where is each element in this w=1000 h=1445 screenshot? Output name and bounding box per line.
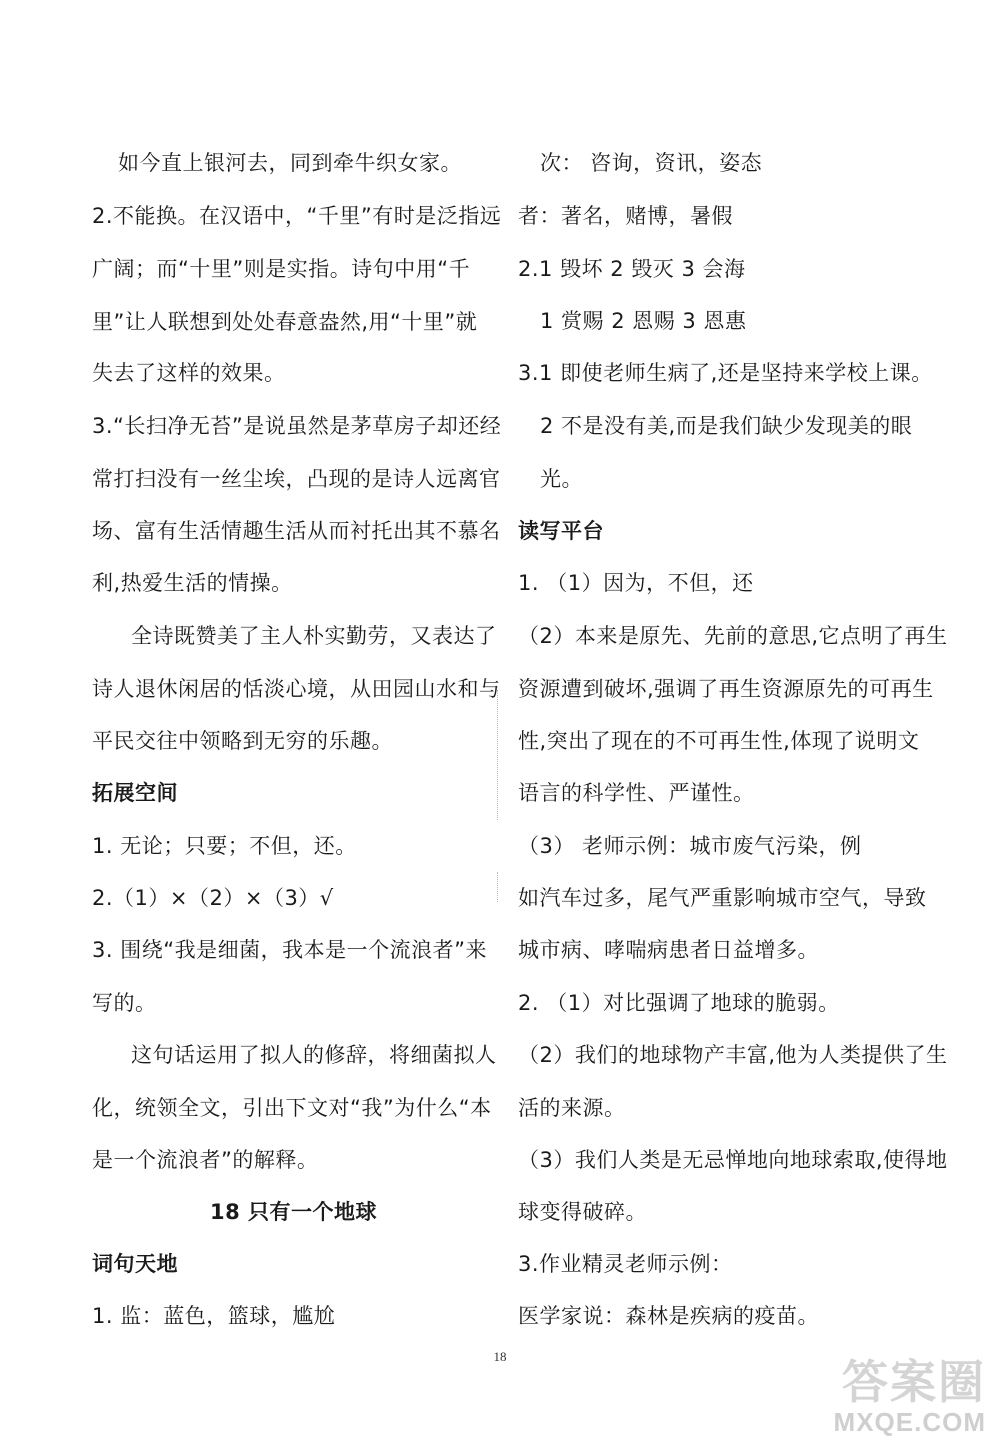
left-line-5: 失去了这样的效果。 [92, 361, 286, 385]
right-line-17: 2. （1）对比强调了地球的脆弱。 [518, 991, 840, 1015]
left-line-7: 常打扫没有一丝尘埃，凸现的是诗人远离官 [92, 467, 501, 491]
watermark [816, 1356, 986, 1438]
right-line-14: （3） 老师示例：城市废气污染，例 [518, 834, 862, 858]
column-divider-fragment [497, 872, 498, 902]
left-line-4: 里”让人联想到处处春意盎然,用“十里”就 [92, 310, 478, 334]
left-line-20: 是一个流浪者”的解释。 [92, 1148, 319, 1172]
left-line-14: 1. 无论；只要；不但，还。 [92, 834, 357, 858]
right-line-3: 2.1 毁坏 2 毁灭 3 会海 [518, 257, 746, 281]
left-line-1: 如今直上银河去，同到牵牛织女家。 [118, 151, 462, 175]
section-heading-duxie: 读写平台 [518, 519, 604, 543]
lesson-title: 18 只有一个地球 [210, 1200, 378, 1224]
right-line-22: 3.作业精灵老师示例： [518, 1252, 733, 1276]
right-line-21: 球变得破碎。 [518, 1200, 647, 1224]
right-line-11: 资源遭到破坏,强调了再生资源原先的可再生 [518, 677, 934, 701]
right-line-6: 2 不是没有美,而是我们缺少发现美的眼 [540, 414, 913, 438]
left-line-9: 利,热爱生活的情操。 [92, 571, 293, 595]
right-line-23: 医学家说：森林是疾病的疫苗。 [518, 1304, 819, 1328]
left-line-15: 2.（1）×（2）×（3）√ [92, 886, 334, 910]
right-line-4: 1 赏赐 2 恩赐 3 恩惠 [540, 309, 747, 333]
right-line-2: 者：著名，赌博，暑假 [518, 204, 733, 228]
left-line-18: 这句话运用了拟人的修辞，将细菌拟人 [131, 1043, 497, 1067]
right-line-18: （2）我们的地球物产丰富,他为人类提供了生 [518, 1043, 948, 1067]
section-heading-tuozhan: 拓展空间 [92, 781, 178, 805]
left-line-19: 化，统领全文，引出下文对“我”为什么“本 [92, 1096, 492, 1120]
page-number: 18 [493, 1349, 507, 1364]
left-line-11: 诗人退休闲居的恬淡心境，从田园山水和与 [92, 677, 501, 701]
left-line-2: 2.不能换。在汉语中，“千里”有时是泛指远 [92, 204, 502, 228]
right-line-10: （2）本来是原先、先前的意思,它点明了再生 [518, 624, 948, 648]
watermark-logo: 答案圈 [842, 1355, 986, 1409]
left-line-8: 场、富有生活情趣生活从而衬托出其不慕名 [92, 519, 501, 543]
left-line-10: 全诗既赞美了主人朴实勤劳，又表达了 [131, 624, 497, 648]
column-divider [497, 690, 498, 820]
right-line-1: 次： 咨询，资讯，姿态 [540, 151, 763, 175]
right-line-5: 3.1 即使老师生病了,还是坚持来学校上课。 [518, 361, 933, 385]
right-line-15: 如汽车过多，尾气严重影响城市空气，导致 [518, 886, 927, 910]
right-line-13: 语言的科学性、严谨性。 [518, 781, 755, 805]
right-line-16: 城市病、哮喘病患者日益增多。 [518, 938, 819, 962]
right-line-20: （3）我们人类是无忌惮地向地球索取,使得地 [518, 1148, 948, 1172]
left-line-17: 写的。 [92, 991, 157, 1015]
right-line-9: 1. （1）因为，不但，还 [518, 571, 754, 595]
right-line-7: 光。 [540, 467, 583, 491]
left-line-23: 1. 监：蓝色，篮球，尴尬 [92, 1304, 336, 1328]
right-line-12: 性,突出了现在的不可再生性,体现了说明文 [518, 729, 920, 753]
right-line-19: 活的来源。 [518, 1096, 626, 1120]
left-line-6: 3.“长扫净无苔”是说虽然是茅草房子却还经 [92, 414, 502, 438]
watermark-url: MXQE.COM [833, 1407, 986, 1437]
section-heading-ciju: 词句天地 [92, 1252, 178, 1276]
left-line-3: 广阔；而“十里”则是实指。诗句中用“千 [92, 257, 471, 281]
left-line-16: 3. 围绕“我是细菌，我本是一个流浪者”来 [92, 938, 487, 962]
left-line-12: 平民交往中领略到无穷的乐趣。 [92, 729, 393, 753]
